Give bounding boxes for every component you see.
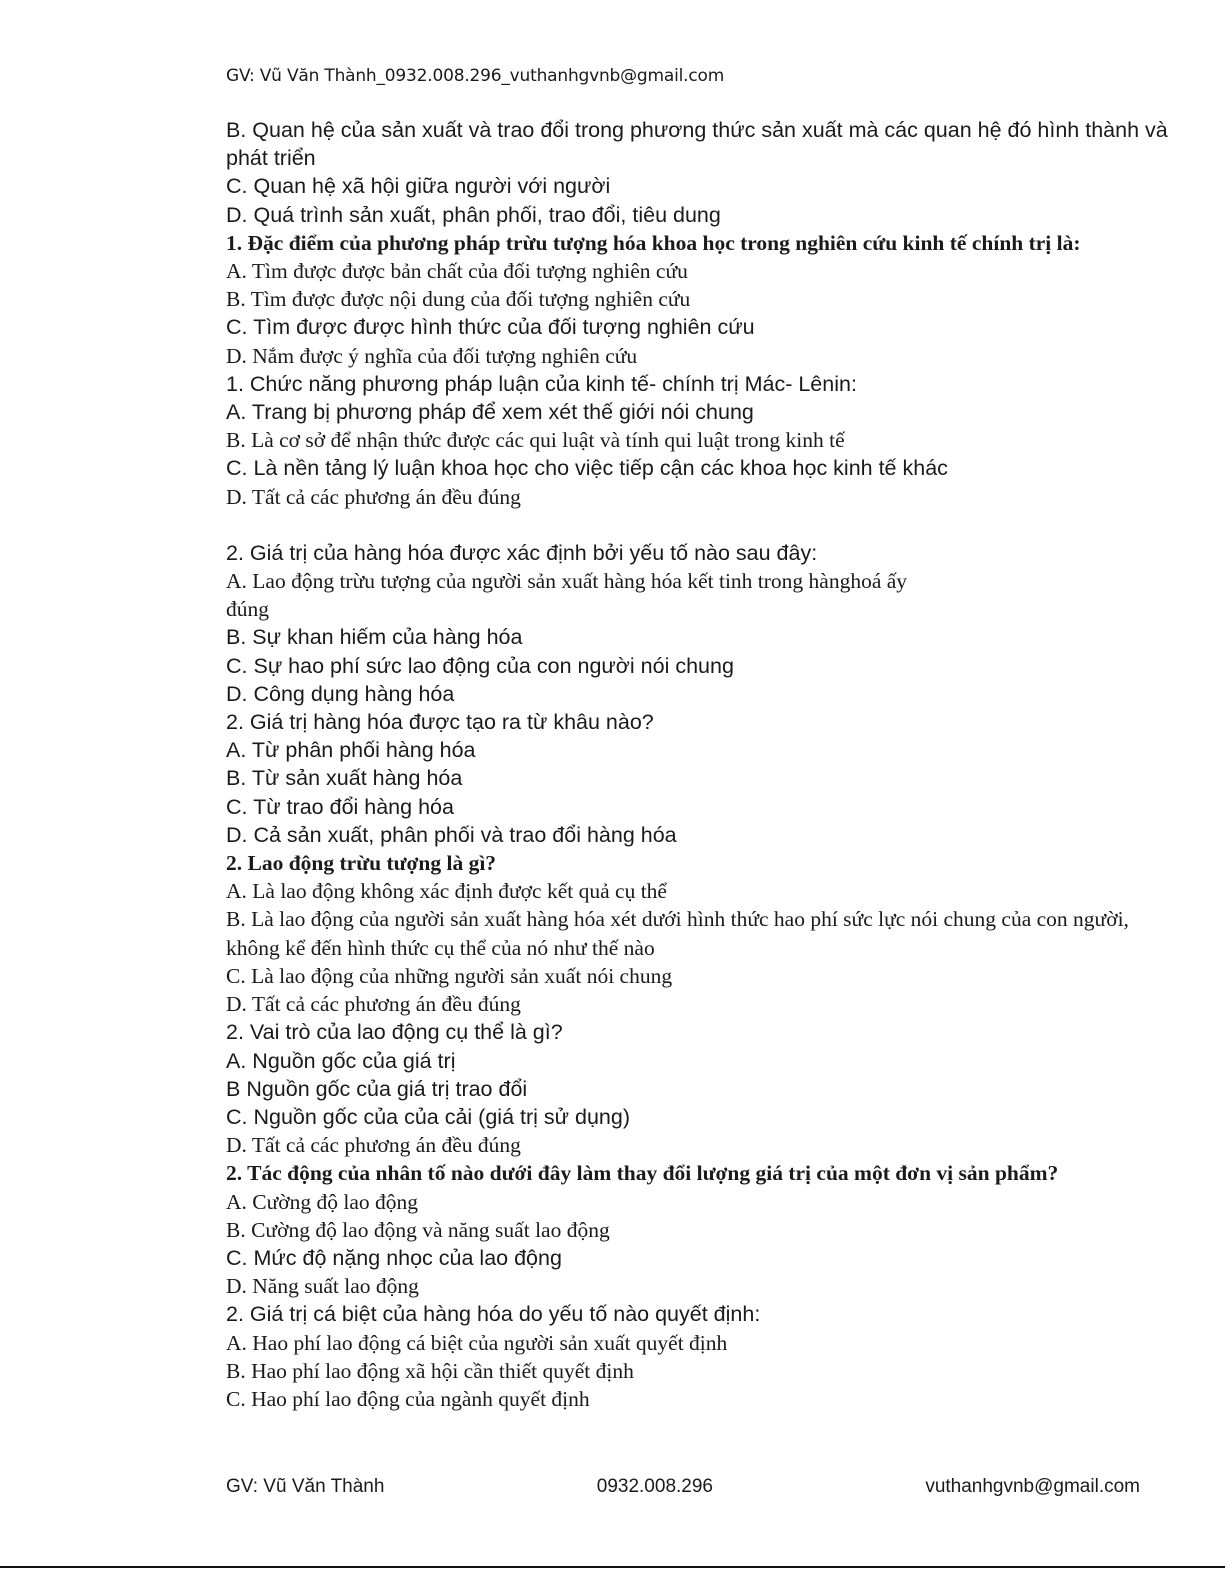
question-2e: 2. Tác động của nhân tố nào dưới đây làm thay đổi lượng giá trị của một đơn vị sản phẩm? [226,1161,1059,1186]
option-c-q1a: C. Tìm được được hình thức của đối tượng nghiên cứu [226,315,755,340]
option-c-q1b: C. Là nền tảng lý luận khoa học cho việc tiếp cận các khoa học kinh tế khác [226,456,948,481]
option-d-q1a: D. Nắm được ý nghĩa của đối tượng nghiên cứu [226,343,638,368]
option-b-q2c: B. Là lao động của người sản xuất hàng hóa xét dưới hình thức hao phí sức lực nói chung của con người, không kể đến hình thức cụ thể của nó như thế nào [226,907,1129,960]
option-b-q2a: B. Sự khan hiếm của hàng hóa [226,625,523,650]
question-2f: 2. Giá trị cá biệt của hàng hóa do yếu tố nào quyết định: [226,1302,761,1327]
question-2d: 2. Vai trò của lao động cụ thể là gì? [226,1020,563,1045]
page-footer [226,1476,1140,1498]
option-d-q2d: D. Tất cả các phương án đều đúng [226,1133,521,1158]
bottom-divider [0,1566,1225,1568]
question-2c: 2. Lao động trừu tượng là gì? [226,851,497,876]
question-2b: 2. Giá trị hàng hóa được tạo ra từ khâu nào? [226,710,654,735]
option-d-q0: D. Quá trình sản xuất, phân phối, trao đổi, tiêu dung [226,202,721,227]
option-c-q2d: C. Nguồn gốc của của cải (giá trị sử dụng) [226,1104,630,1129]
question-1b: 1. Chức năng phương pháp luận của kinh tế- chính trị Mác- Lênin: [226,371,857,396]
option-c-q2e: C. Mức độ nặng nhọc của lao động [226,1245,562,1270]
question-1a: 1. Đặc điểm của phương pháp trừu tượng hóa khoa học trong nghiên cứu kinh tế chính trị là: [226,230,1081,255]
option-b-q2b: B. Từ sản xuất hàng hóa [226,766,463,791]
option-a-q2e: A. Cường độ lao động [226,1189,419,1214]
option-a-q2f: A. Hao phí lao động cá biệt của người sản xuất quyết định [226,1330,728,1355]
option-c-q2f: C. Hao phí lao động của ngành quyết định [226,1386,590,1411]
option-b-q1b: B. Là cơ sở để nhận thức được các qui luật và tính qui luật trong kinh tế [226,428,845,453]
footer-teacher: GV: Vũ Văn Thành [226,1476,385,1497]
option-a-q2a-continued: đúng [226,597,269,622]
option-d-q2c: D. Tất cả các phương án đều đúng [226,992,521,1017]
document-body [226,116,1186,1413]
footer-phone: 0932.008.296 [596,1476,713,1497]
option-d-q2a: D. Công dụng hàng hóa [226,681,455,706]
option-a-q1b: A. Trang bị phương pháp để xem xét thế giới nói chung [226,400,754,425]
option-a-q2a: A. Lao động trừu tượng của người sản xuất hàng hóa kết tinh trong hànghoá ấy [226,569,908,594]
option-b-q1a: B. Tìm được được nội dung của đối tượng nghiên cứu [226,287,691,312]
blank-line [226,511,1186,539]
option-d-q2e: D. Năng suất lao động [226,1274,419,1299]
option-b-q2f: B. Hao phí lao động xã hội cần thiết quyết định [226,1358,634,1383]
option-c-q2a: C. Sự hao phí sức lao động của con người nói chung [226,653,734,678]
question-2a: 2. Giá trị của hàng hóa được xác định bởi yếu tố nào sau đây: [226,540,818,565]
page-header: GV: Vũ Văn Thành_0932.008.296_vuthanhgvnb@gmail.com [226,66,725,86]
option-a-q1a: A. Tìm được được bản chất của đối tượng nghiên cứu [226,259,688,284]
option-b-q2e: B. Cường độ lao động và năng suất lao động [226,1217,610,1242]
option-b-q0: B. Quan hệ của sản xuất và trao đổi trong phương thức sản xuất mà các quan hệ đó hình thành và phát triển [226,118,1168,171]
option-a-q2b: A. Từ phân phối hàng hóa [226,738,476,763]
option-d-q1b: D. Tất cả các phương án đều đúng [226,484,521,509]
footer-email: vuthanhgvnb@gmail.com [925,1476,1140,1497]
option-a-q2c: A. Là lao động không xác định được kết quả cụ thể [226,879,667,904]
option-b-q2d: B Nguồn gốc của giá trị trao đổi [226,1076,528,1101]
option-c-q2b: C. Từ trao đổi hàng hóa [226,794,454,819]
option-d-q2b: D. Cả sản xuất, phân phối và trao đổi hàng hóa [226,822,677,847]
option-c-q0: C. Quan hệ xã hội giữa người với người [226,174,611,199]
option-c-q2c: C. Là lao động của những người sản xuất nói chung [226,963,673,988]
option-a-q2d: A. Nguồn gốc của giá trị [226,1048,456,1073]
